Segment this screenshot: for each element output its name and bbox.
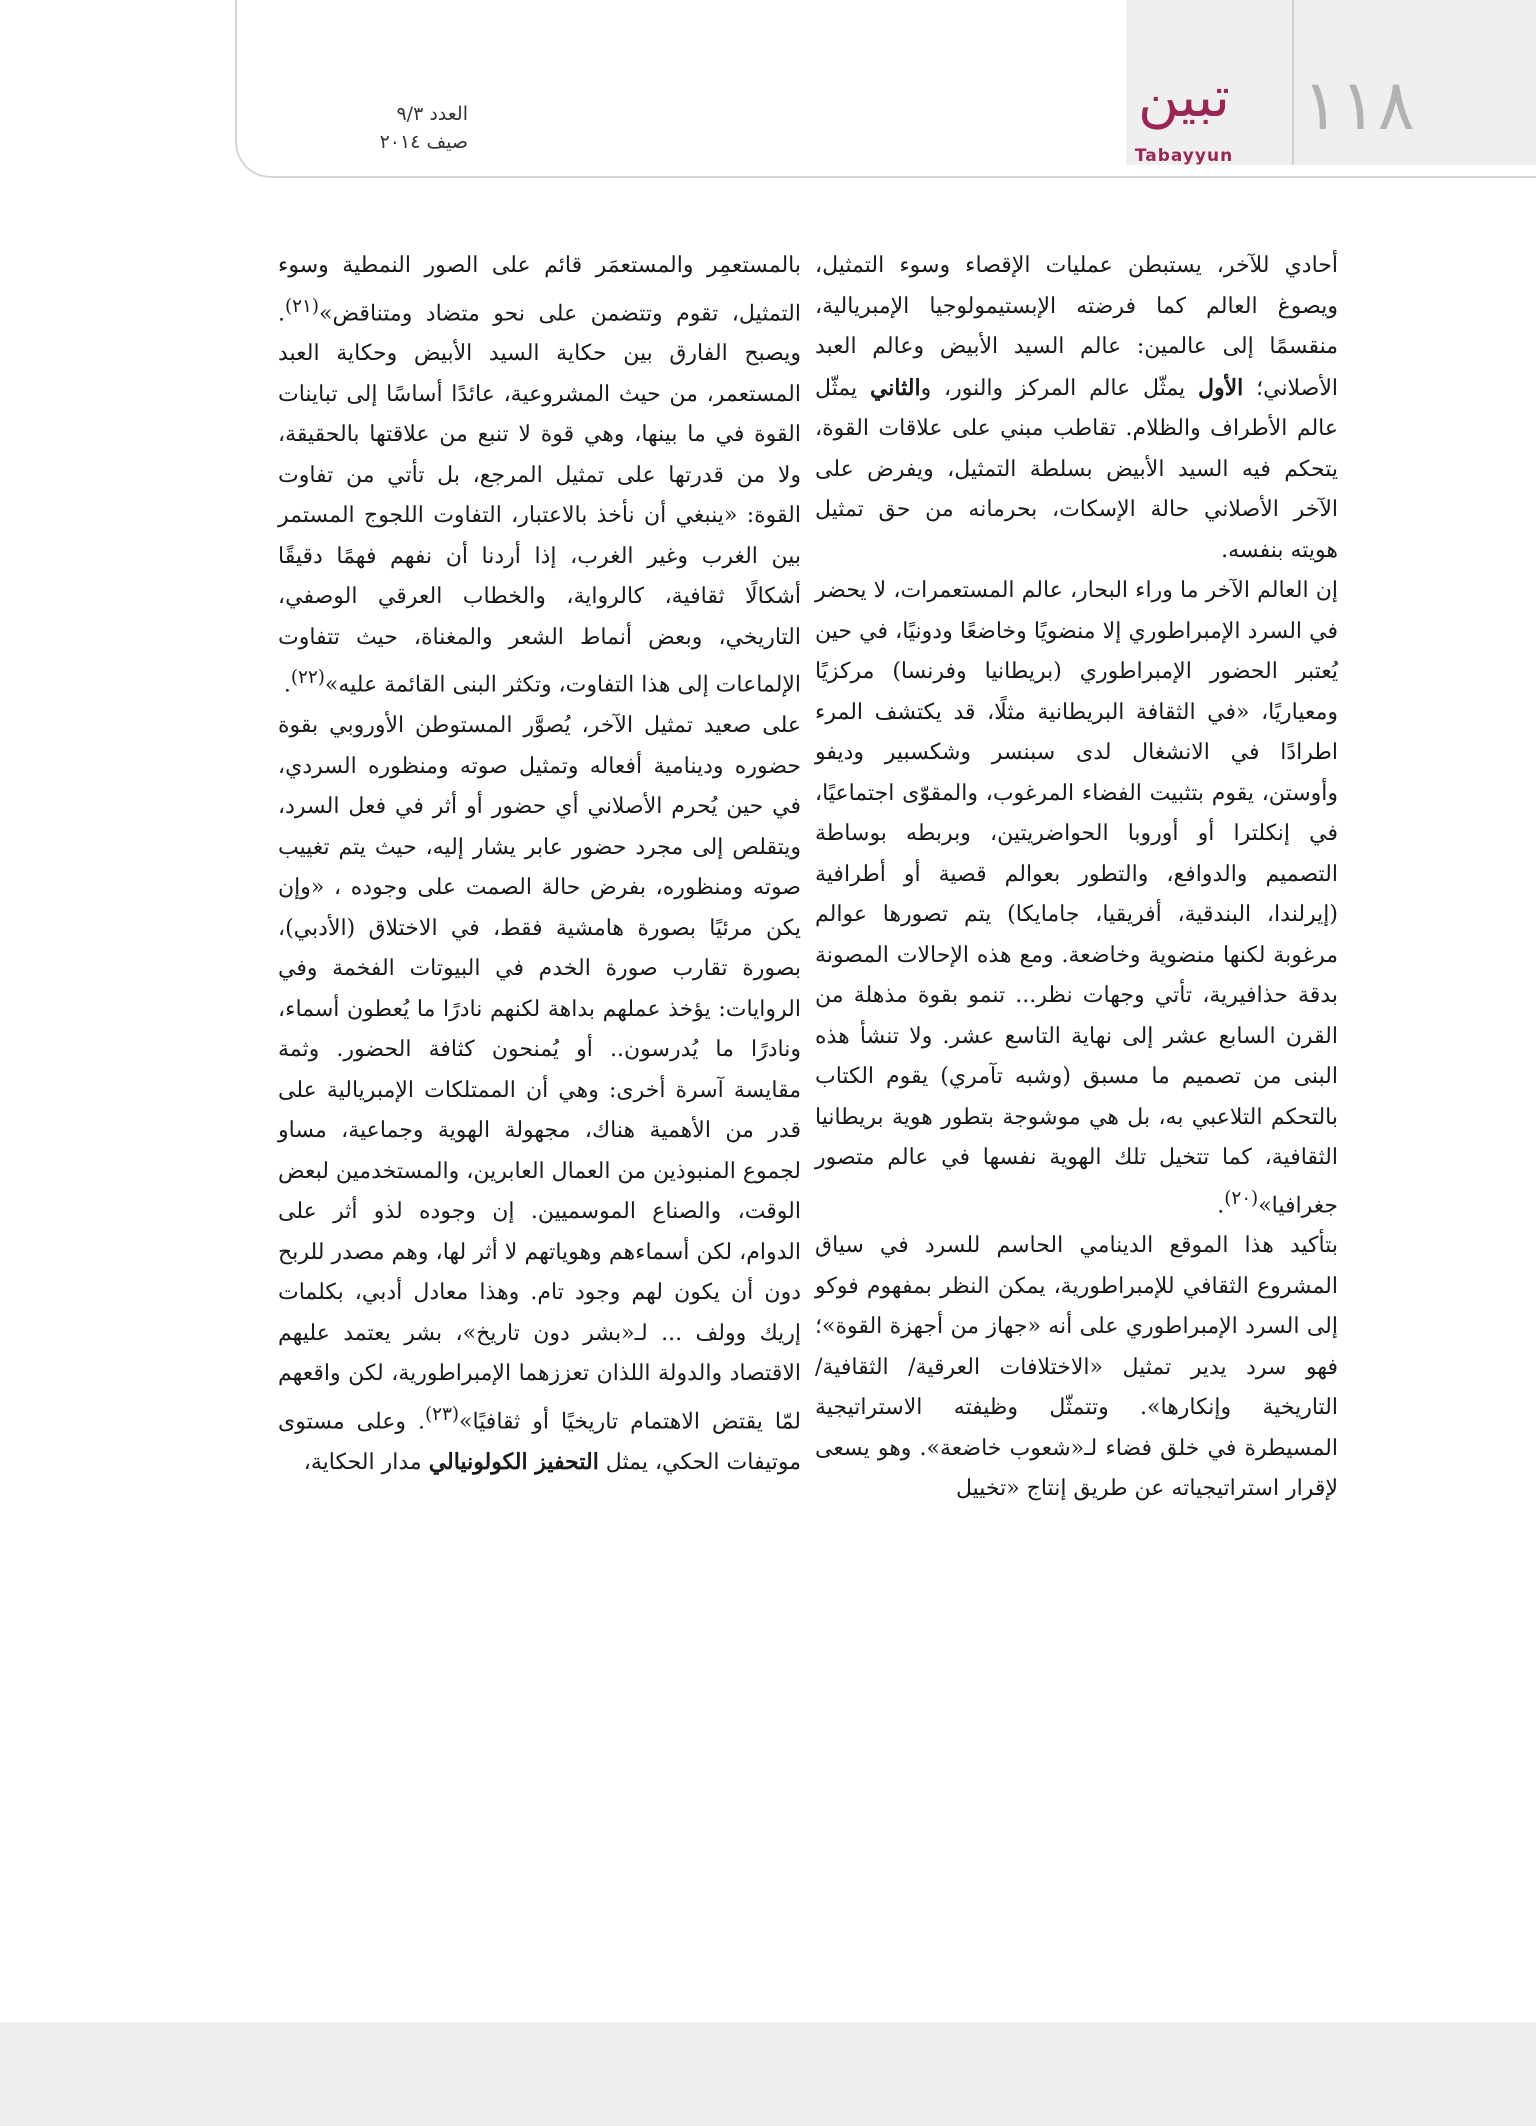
footnote-ref: (٢١) <box>285 295 320 317</box>
paragraph: على صعيد تمثيل الآخر، يُصوَّر المستوطن الأوروبي بقوة حضوره ودينامية أفعاله وتمثيل صوته ومنظوره السردي، في حين يُحرم الأصلاني أي حضور أو أثر في فعل السرد، ويتقلص إلى مجرد حضور عابر يشار إليه، حيث يتم تغييب صوته ومنظوره، بفرض حالة الصمت على وجوده ، «وإن يكن مرئيًا بصورة هامشية فقط، في الاختلاق (الأدبي)، بصورة تقارب صورة الخدم في البيوتات الفخمة وفي الروايات: يؤخذ عملهم بداهة لكنهم نادرًا ما يُعطون أسماء، ونادرًا ما يُدرسون.. أو يُمنحون كثافة الحضور. وثمة مقايسة آسرة أخرى: وهي أن الممتلكات الإمبريالية على قدر من الأهمية هناك، مجهولة الهوية وجماعية، مساو لجموع المنبوذين من العمال العابرين، والمستخدمين لبعض الوقت، والصناع الموسميين. إن وجوده لذو أثر على الدوام، لكن أسماءهم وهوياتهم لا أثر لها، وهم مصدر للربح دون أن يكون لهم وجود تام. وهذا معادل أدبي، بكلمات إريك وولف ... لـ«بشر دون تاريخ»، بشر يعتمد عليهم الاقتصاد والدولة اللذان تعززهما الإمبراطورية، لكن واقعهم لمّا يقتض الاهتمام تاريخيًا أو ثقافيًا»$^{(٢٣)}$. وعلى مستوى موتيفات الحكي، يمثل التحفيز الكولونيالي مدار الحكاية، <box>278 713 801 1476</box>
paragraph: إن العالم الآخر ما وراء البحار، عالم المستعمرات، لا يحضر في السرد الإمبراطوري إلا منضويًا وخاضعًا ودونيًا، في حين يُعتبر الحضور الإمبراطوري (بريطانيا وفرنسا) مركزيًا ومعياريًا، «في الثقافة البريطانية مثلًا، قد يكتشف المرء اطرادًا في الانشغال لدى سبنسر وشكسبير وديفو وأوستن، يقوم بتثبيت الفضاء المرغوب، والمقوّى اجتماعيًا، في إنكلترا أو أوروبا الحواضريتين، وبربطه بوساطة التصميم والدوافع، والتطور بعوالم قصية أو أطرافية (إيرلندا، البندقية، أفريقيا، جامايكا) يتم تصورها عوالم مرغوبة لكنها منضوية وخاضعة. ومع هذه الإحالات المصونة بدقة حذافيرية، تأتي وجهات نظر... تنمو بقوة مذهلة من القرن السابع عشر إلى نهاية التاسع عشر. ولا تنشأ هذه البنى من تصميم ما مسبق (وشبه تآمري) يقوم الكتاب بالتحكم التلاعبي به، بل هي موشوجة بتطور هوية بريطانيا الثقافية، كما تتخيل تلك الهوية نفسها في عالم متصور جغرافيا»$^{(٢٠)}$. <box>815 578 1339 1218</box>
journal-logo <box>1118 65 1250 170</box>
header-divider <box>1292 0 1294 165</box>
page-number: ١١٨ <box>1302 64 1415 146</box>
footnote-ref: (٢٠) <box>1224 1187 1259 1209</box>
issue-season: صيف ٢٠١٤ <box>379 131 468 153</box>
paragraph: بتأكيد هذا الموقع الدينامي الحاسم للسرد في سياق المشروع الثقافي للإمبراطورية، يمكن النظر بمفهوم فوكو إلى السرد الإمبراطوري على أنه «جهاز من أجهزة القوة»؛ فهو سرد يدير تمثيل «الاختلافات العرقية/ الثقافية/ التاريخية وإنكارها». وتتمثّل وظيفته الاستراتيجية المسيطرة في خلق فضاء لـ«شعوب خاضعة». وهو يسعى لإقرار استراتيجياته عن طريق إنتاج «تخييل <box>815 1233 1338 1502</box>
paragraph: أحادي للآخر، يستبطن عمليات الإقصاء وسوء التمثيل، ويصوغ العالم كما فرضته الإبستيمولوجيا الإمبريالية، منقسمًا إلى عالمين: عالم السيد الأبيض وعالم العبد الأصلاني؛ الأول يمثّل عالم المركز والنور، والثاني يمثّل عالم الأطراف والظلام. تقاطب مبني على علاقات القوة، يتحكم فيه السيد الأبيض بسلطة التمثيل، ويفرض على الآخر الأصلاني حالة الإسكات، بحرمانه من حق تمثيل هويته بنفسه. <box>815 253 1339 563</box>
footnote-ref: (٢٢) <box>290 667 325 689</box>
text-column-left <box>278 246 801 1484</box>
footer-band <box>0 2022 1536 2126</box>
text-column-right <box>815 246 1338 1510</box>
issue-info <box>268 100 468 156</box>
logo-arabic: تبين <box>1137 65 1230 130</box>
footnote-ref: (٢٣) <box>424 1403 459 1425</box>
paragraph: بالمستعمِر والمستعمَر قائم على الصور النمطية وسوء التمثيل، تقوم وتتضمن على نحو متضاد ومتناقض»$^{(٢١)}$. ويصبح الفارق بين حكاية السيد الأبيض وحكاية العبد المستعمر، من حيث المشروعية، عائدًا أساسًا إلى تباينات القوة في ما بينها، وهي قوة لا تنبع من علاقتها بالحقيقة، ولا من قدرتها على تمثيل المرجع، بل تأتي من تفاوت القوة: «ينبغي أن نأخذ بالاعتبار، التفاوت اللجوج المستمر بين الغرب وغير الغرب، إذا أردنا أن نفهم فهمًا دقيقًا أشكالًا ثقافية، كالرواية، والخطاب العرقي الوصفي، التاريخي، وبعض أنماط الشعر والمغناة، حيث تتفاوت الإلماعات إلى هذا التفاوت، وتكثر البنى القائمة عليه»$^{(٢٢)}$. <box>278 253 801 698</box>
logo-latin: Tabayyun <box>1134 146 1234 166</box>
issue-number: العدد ٩/٣ <box>396 103 468 125</box>
